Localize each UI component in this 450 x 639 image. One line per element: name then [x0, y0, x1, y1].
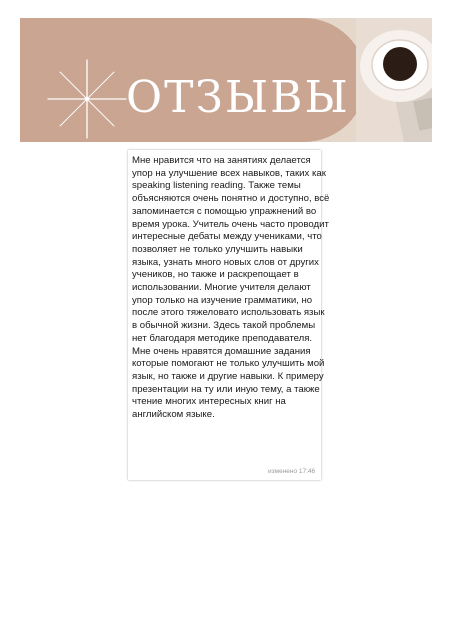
sparkle-star-icon: [46, 58, 128, 140]
coffee-cup-icon: [356, 18, 432, 142]
review-text: Мне нравится что на занятиях делается упор на улучшение всех навыков, таких как speaking listening reading. Также темы объясняются очень понятно и доступно, всё запоминается с помощью упражнений во время урока. Учитель очень часто проводит интересные дебаты между учениками, что позволяет не только улучшить навыки языка, узнать много новых слов от других учеников, но также и раскрепощает в использовании. Многие учителя делают упор только на изучение грамматики, но после этого тяжеловато использовать язык в обычной жизни. Здесь такой проблемы нет благодаря методике преподавателя. Мне очень нравятся домашние задания которые помогают не только улучшить мой язык, но также и другие навыки. К примеру презентации на ту или иную тему, а также чтение многих интересных книг на английском языке.: [132, 155, 330, 421]
edited-timestamp: изменено 17:46: [268, 468, 316, 475]
reviews-banner: [20, 18, 432, 142]
page-title: ОТЗЫВЫ: [126, 72, 350, 123]
